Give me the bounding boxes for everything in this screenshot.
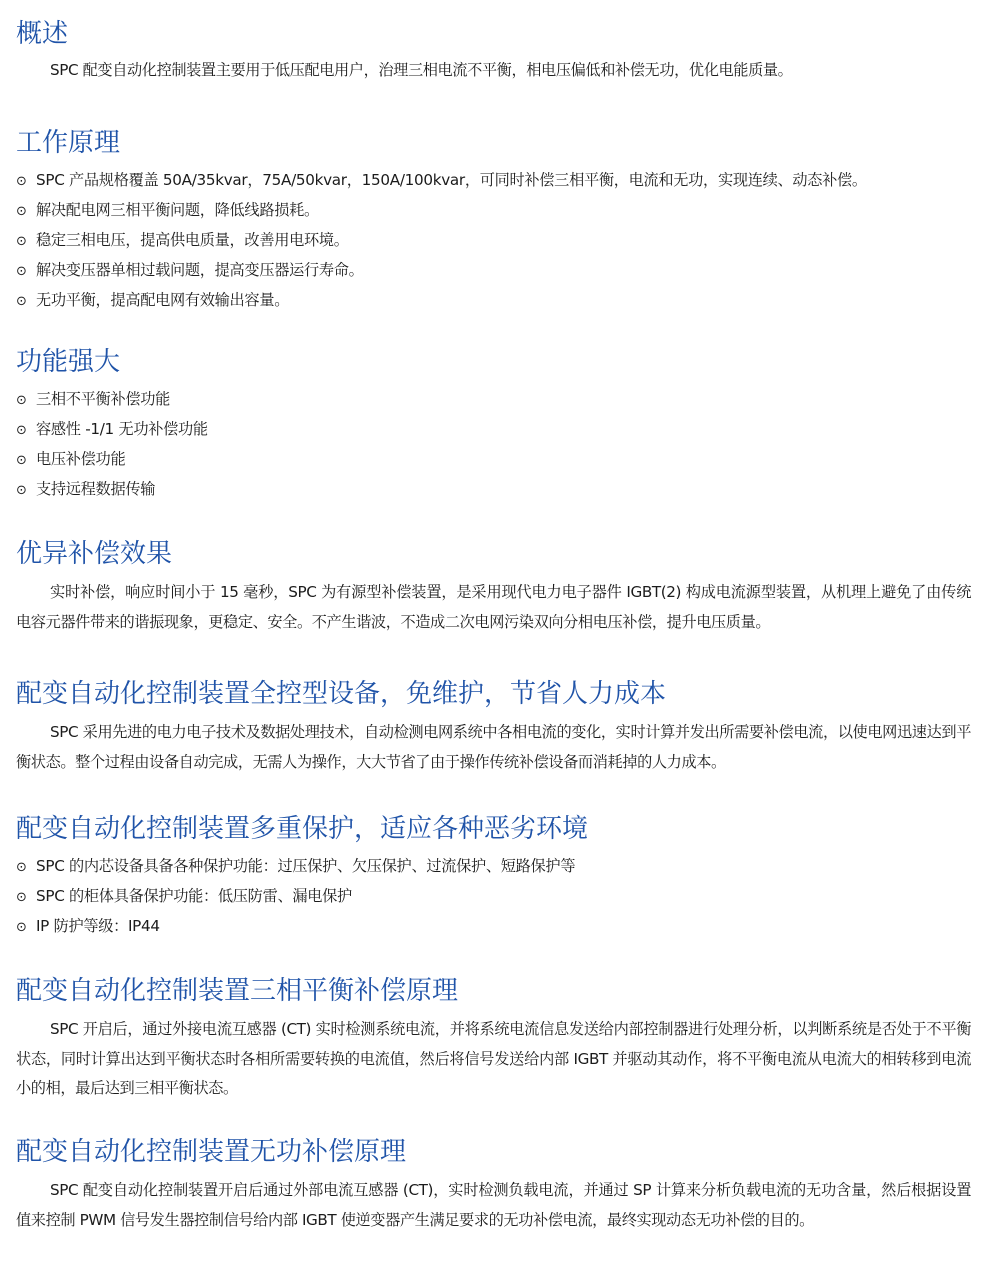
- section-working-principle: [16, 127, 971, 316]
- list-item: [16, 445, 971, 475]
- section-heading: 配变自动化控制装置三相平衡补偿原理: [16, 976, 459, 1006]
- list-item-text: IP 防护等级：IP44: [36, 917, 160, 935]
- list-item-text: 解决变压器单相过载问题，提高变压器运行寿命。: [36, 261, 364, 279]
- list-item-text: SPC 产品规格覆盖 50A/35kvar，75A/50kvar，150A/100kvar，可同时补偿三相平衡，电流和无功，实现连续、动态补偿。: [36, 171, 867, 189]
- bullet-list: [16, 166, 971, 316]
- list-item-text: 稳定三相电压，提高供电质量，改善用电环境。: [36, 231, 349, 249]
- section-paragraph: SPC 配变自动化控制装置开启后通过外部电流互感器 (CT)，实时检测负载电流，并通过 SP 计算来分析负载电流的无功含量，然后根据设置值来控制 PWM 信号发生器控制信号给内部 IGBT 使逆变器产生满足要求的无功补偿电流，最终实现动态无功补偿的目的。: [16, 1181, 971, 1229]
- bullet-icon: ⊙: [16, 264, 27, 279]
- list-item: [16, 166, 971, 196]
- section-paragraph: SPC 配变自动化控制装置主要用于低压配电用户，治理三相电流不平衡，相电压偏低和补偿无功，优化电能质量。: [50, 61, 793, 79]
- section-paragraph: SPC 采用先进的电力电子技术及数据处理技术，自动检测电网系统中各相电流的变化，实时计算并发出所需要补偿电流，以使电网迅速达到平衡状态。整个过程由设备自动完成，无需人为操作，大大节省了由于操作传统补偿设备而消耗掉的人力成本。: [16, 723, 971, 771]
- list-item: [16, 226, 971, 256]
- list-item-text: SPC 的柜体具备保护功能：低压防雷、漏电保护: [36, 887, 352, 905]
- section-overview: [16, 18, 971, 86]
- list-item-text: 支持远程数据传输: [36, 480, 156, 498]
- list-item: [16, 882, 971, 912]
- section-heading: 配变自动化控制装置无功补偿原理: [16, 1137, 407, 1167]
- list-item: [16, 256, 971, 286]
- list-item-text: 容感性 -1/1 无功补偿功能: [36, 420, 208, 438]
- bullet-icon: ⊙: [16, 860, 27, 875]
- section-paragraph: 实时补偿，响应时间小于 15 毫秒，SPC 为有源型补偿装置，是采用现代电力电子器件 IGBT(2) 构成电流源型装置，从机理上避免了由传统电容元器件带来的谐振现象，更稳定、安全。不产生谐波，不造成二次电网污染双向分相电压补偿，提升电压质量。: [16, 583, 971, 631]
- list-item-text: 电压补偿功能: [36, 450, 126, 468]
- section-heading: 配变自动化控制装置全控型设备，免维护，节省人力成本: [16, 679, 667, 709]
- section-three-phase-balance-principle: [16, 975, 971, 1104]
- section-multiple-protection: [16, 813, 971, 942]
- list-item: [16, 286, 971, 316]
- section-powerful-functions: [16, 346, 971, 505]
- list-item: [16, 415, 971, 445]
- bullet-icon: ⊙: [16, 204, 27, 219]
- bullet-list: [16, 852, 971, 942]
- bullet-icon: ⊙: [16, 890, 27, 905]
- list-item-text: 解决配电网三相平衡问题，降低线路损耗。: [36, 201, 319, 219]
- bullet-icon: ⊙: [16, 453, 27, 468]
- section-heading: 配变自动化控制装置多重保护，适应各种恶劣环境: [16, 814, 589, 844]
- list-item: [16, 196, 971, 226]
- list-item-text: SPC 的内芯设备具备各种保护功能：过压保护、欠压保护、过流保护、短路保护等: [36, 857, 576, 875]
- section-paragraph: SPC 开启后，通过外接电流互感器 (CT) 实时检测系统电流，并将系统电流信息发送给内部控制器进行处理分析，以判断系统是否处于不平衡状态，同时计算出达到平衡状态时各相所需要转换的电流值，然后将信号发送给内部 IGBT 并驱动其动作，将不平衡电流从电流大的相转移到电流小的相，最后达到三相平衡状态。: [16, 1020, 971, 1097]
- section-reactive-compensation-principle: [16, 1136, 971, 1235]
- bullet-list: [16, 385, 971, 505]
- list-item: [16, 475, 971, 505]
- section-heading: 功能强大: [16, 347, 121, 377]
- list-item: [16, 852, 971, 882]
- list-item: [16, 912, 971, 942]
- section-heading: 优异补偿效果: [16, 539, 173, 569]
- list-item: [16, 385, 971, 415]
- bullet-icon: ⊙: [16, 234, 27, 249]
- list-item-text: 无功平衡，提高配电网有效输出容量。: [36, 291, 290, 309]
- list-item-text: 三相不平衡补偿功能: [36, 390, 170, 408]
- bullet-icon: ⊙: [16, 294, 27, 309]
- bullet-icon: ⊙: [16, 393, 27, 408]
- bullet-icon: ⊙: [16, 174, 27, 189]
- bullet-icon: ⊙: [16, 920, 27, 935]
- section-full-control-device: [16, 678, 971, 777]
- bullet-icon: ⊙: [16, 423, 27, 438]
- section-heading: 工作原理: [16, 128, 121, 158]
- section-heading: 概述: [16, 19, 69, 49]
- section-compensation-effect: [16, 538, 971, 637]
- bullet-icon: ⊙: [16, 483, 27, 498]
